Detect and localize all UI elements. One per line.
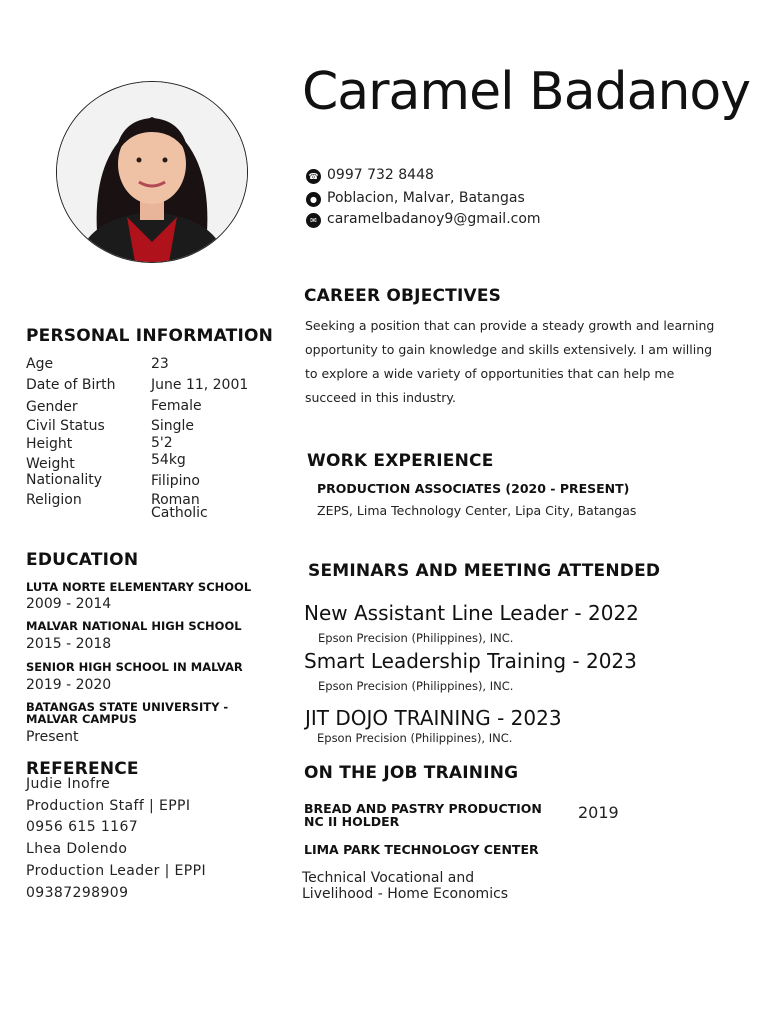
reference-line-6: 09387298909 [26, 885, 129, 901]
pi-value-dob: June 11, 2001 [151, 377, 249, 393]
contact-address [306, 189, 525, 207]
pi-value-height: 5'2 [151, 435, 173, 451]
ojt-year: 2019 [578, 803, 619, 822]
education-years-2: 2015 - 2018 [26, 636, 112, 652]
personal-information-heading: PERSONAL INFORMATION [26, 326, 274, 346]
seminars-heading: SEMINARS AND MEETING ATTENDED [308, 561, 661, 581]
ojt-center: LIMA PARK TECHNOLOGY CENTER [304, 842, 539, 857]
ojt-heading: ON THE JOB TRAINING [304, 763, 519, 783]
pi-value-age: 23 [151, 356, 169, 372]
seminar-title-1: New Assistant Line Leader - 2022 [304, 601, 639, 625]
contact-email [306, 210, 541, 228]
career-objectives-heading: CAREER OBJECTIVES [304, 286, 502, 306]
pi-value-gender: Female [151, 398, 202, 414]
education-school-4: BATANGAS STATE UNIVERSITY - MALVAR CAMPUS [26, 700, 229, 726]
seminar-title-2: Smart Leadership Training - 2023 [304, 649, 637, 673]
education-school-1: LUTA NORTE ELEMENTARY SCHOOL [26, 580, 252, 594]
pi-label-civil-status: Civil Status [26, 418, 105, 434]
pi-label-religion: Religion [26, 492, 82, 508]
pi-value-nationality: Filipino [151, 473, 200, 489]
ojt-track: Technical Vocational and Livelihood - Home Economics [302, 870, 509, 902]
work-place: ZEPS, Lima Technology Center, Lipa City, Batangas [317, 503, 637, 518]
profile-photo [56, 81, 248, 263]
pi-value-religion: Roman Catholic [151, 492, 208, 521]
location-pin-icon: ● [306, 192, 321, 207]
reference-line-5: Production Leader | EPPI [26, 863, 207, 879]
phone-icon: ☎ [306, 169, 321, 184]
pi-value-civil-status: Single [151, 418, 195, 434]
pi-label-nationality: Nationality [26, 472, 103, 488]
work-experience-heading: WORK EXPERIENCE [307, 451, 494, 471]
seminar-org-1: Epson Precision (Philippines), INC. [318, 631, 514, 645]
pi-label-weight: Weight [26, 456, 75, 472]
pi-label-age: Age [26, 356, 54, 372]
address: Poblacion, Malvar, Batangas [327, 190, 525, 206]
reference-line-2: Production Staff | EPPI [26, 798, 191, 814]
reference-heading: REFERENCE [26, 759, 139, 779]
pi-label-dob: Date of Birth [26, 377, 116, 393]
seminar-org-2: Epson Precision (Philippines), INC. [318, 679, 514, 693]
pi-label-gender: Gender [26, 399, 78, 415]
contact-phone [306, 166, 434, 184]
reference-line-3: 0956 615 1167 [26, 819, 139, 835]
education-years-3: 2019 - 2020 [26, 677, 112, 693]
education-school-3: SENIOR HIGH SCHOOL IN MALVAR [26, 660, 243, 674]
email-icon: ✉ [306, 213, 321, 228]
pi-label-height: Height [26, 436, 73, 452]
email-address: caramelbadanoy9@gmail.com [327, 211, 541, 227]
education-heading: EDUCATION [26, 550, 139, 570]
ojt-certificate: BREAD AND PASTRY PRODUCTION NC II HOLDER [304, 801, 542, 829]
seminar-title-3: JIT DOJO TRAINING - 2023 [305, 706, 562, 730]
career-objectives-text: Seeking a position that can provide a steady growth and learning opportunity to gain knowledge and skills extensively. I am willing to explore a wide variety of opportunities that can help me succeed in this industry. [305, 318, 715, 405]
reference-line-4: Lhea Dolendo [26, 841, 128, 857]
full-name: Caramel Badanoy [302, 62, 750, 122]
phone-number: 0997 732 8448 [327, 167, 434, 183]
education-years-1: 2009 - 2014 [26, 596, 112, 612]
education-years-4: Present [26, 729, 79, 745]
education-school-2: MALVAR NATIONAL HIGH SCHOOL [26, 619, 242, 633]
reference-line-1: Judie Inofre [26, 776, 111, 792]
seminar-org-3: Epson Precision (Philippines), INC. [317, 731, 513, 745]
pi-value-weight: 54kg [151, 452, 186, 468]
work-position: PRODUCTION ASSOCIATES (2020 - PRESENT) [317, 481, 630, 496]
portrait-illustration [57, 82, 247, 262]
